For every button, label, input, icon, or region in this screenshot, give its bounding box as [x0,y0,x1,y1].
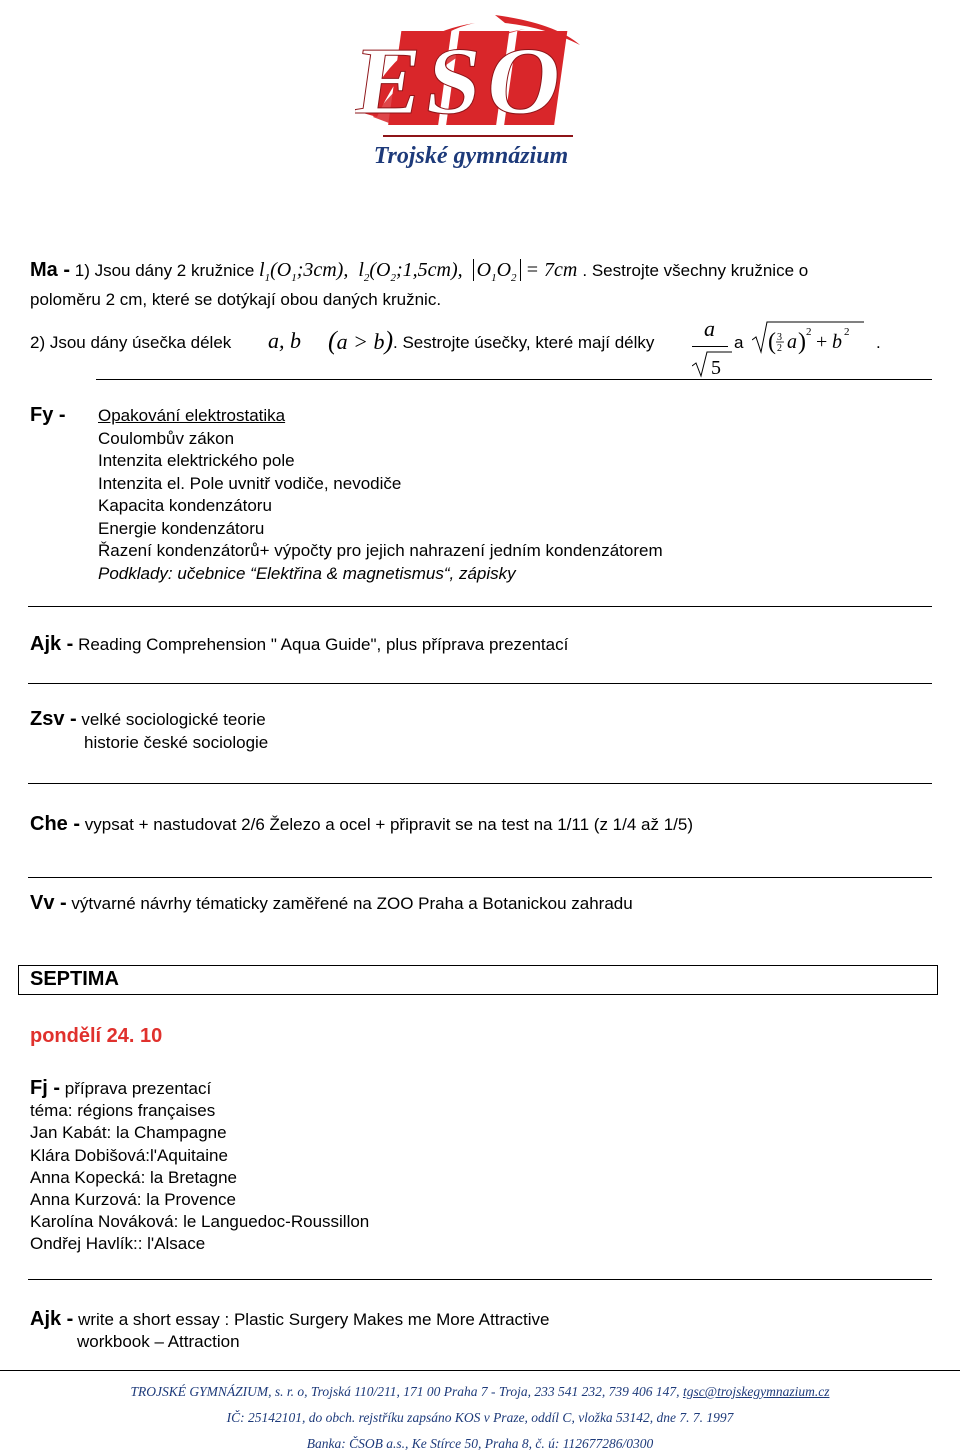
septima-title: SEPTIMA [30,968,119,990]
ajk2-line1: write a short essay : Plastic Surgery Makes me More Attractive [78,1310,550,1329]
svg-text:ESO [355,27,575,133]
fj-label: Fj - [30,1077,60,1099]
fy-list [98,405,663,585]
footer-line1 [0,1384,960,1400]
svg-text:2: 2 [777,343,782,354]
fj-line: téma: régions françaises [30,1101,216,1121]
divider [28,877,932,878]
svg-text:2: 2 [844,326,850,338]
fy-item: Intenzita el. Pole uvnitř vodiče, nevodiče [98,473,402,493]
svg-text:5: 5 [711,357,721,378]
ajk-label: Ajk - [30,633,74,655]
ma-fraction-formula: a 5 [690,318,730,378]
footer-rule [0,1370,960,1371]
vv-label: Vv - [30,892,67,914]
ma-task2-rest: . Sestrojte úsečky, které mají délky [393,333,655,352]
ajk2-section [30,1308,550,1331]
fy-note: Podklady: učebnice “Elektřina & magnetismus“, zápisky [98,563,516,583]
date-heading: pondělí 24. 10 [30,1025,163,1047]
che-section [30,813,693,836]
ajk2-line2: workbook – Attraction [77,1332,240,1351]
ma-task1-intro: 1) Jsou dány 2 kružnice [74,261,255,280]
fy-item: Opakování elektrostatika [98,406,286,425]
logo-subtitle: Trojské gymnázium [373,143,569,169]
ma-task2-dot: . [876,333,881,352]
ma-task2-intro: 2) Jsou dány úsečka délek [30,333,232,352]
ma-task2-and: a [734,333,744,352]
zsv-line1: velké sociologické teorie [81,710,266,729]
divider [28,683,932,684]
ma-task1-rest: . Sestrojte všechny kružnice o [582,261,809,280]
fj-section [30,1077,369,1256]
zsv-section [30,708,266,731]
fj-line: Klára Dobišová:l'Aquitaine [30,1145,228,1165]
divider [28,606,932,607]
logo-letters: ESO [355,27,575,134]
fj-line: Jan Kabát: la Champagne [30,1123,227,1143]
fj-line: Karolína Nováková: le Languedoc-Roussillon [30,1212,370,1232]
zsv-label: Zsv - [30,708,77,730]
fj-line: Anna Kopecká: la Bretagne [30,1167,237,1187]
svg-text:(: ( [768,329,776,355]
footer-address: TROJSKÉ GYMNÁZIUM, s. r. o, Trojská 110/211, 171 00 Praha 7 - Troja, 233 541 232, 739 406 147, [130,1384,683,1399]
ma-task2-vars: a, b [268,328,301,353]
footer-line2: IČ: 25142101, do obch. rejstříku zapsáno KOS v Praze, oddíl C, vložka 53142, dne 7. 7. 1997 [226,1410,734,1425]
fy-item: Řazení kondenzátorů+ výpočty pro jejich nahrazení jedním kondenzátorem [98,541,663,560]
ma-task1-formula: $l_1(O_1;3cm)$, $l_2(O_2;1,5cm)$, $O_1O_2 = 7cm$ [259,259,583,284]
fy-item: Kapacita kondenzátoru [98,496,272,515]
ma-task2-condition: (a > b) [328,326,394,355]
footer-line3: Banka: ČSOB a.s., Ke Stírce 50, Praha 8, č. ú: 112677286/0300 [306,1436,654,1451]
che-text: vypsat + nastudovat 2/6 Železo a ocel + připravit se na test na 1/11 (z 1/4 až 1/5) [84,815,693,834]
zsv-line2: historie české sociologie [84,733,269,752]
svg-text:Trojské gymnázium [374,143,568,169]
fj-first: příprava prezentací [64,1079,212,1098]
svg-text:2: 2 [806,326,812,338]
ajk2-label: Ajk - [30,1308,74,1330]
ma-label: Ma - [30,259,70,281]
svg-text:b: b [832,331,842,353]
footer-email-link[interactable]: tgsc@trojskegymnazium.cz [682,1384,830,1399]
svg-text:3: 3 [777,332,782,343]
che-label: Che - [30,813,80,835]
fy-item: Intenzita elektrického pole [98,451,295,470]
ma-line1 [30,259,808,289]
school-logo [355,5,585,175]
fy-label: Fy - [30,404,66,426]
divider [28,1279,932,1280]
fy-item: Coulombův zákon [98,428,235,448]
vv-text: výtvarné návrhy tématicky zaměřené na ZOO Praha a Botanickou zahradu [71,894,633,913]
ma-line2: poloměru 2 cm, které se dotýkají obou daných kružnic. [30,290,442,309]
eso-logo-graphic [355,5,585,175]
ajk-section [30,633,568,656]
ma-sqrt-formula [752,318,872,358]
divider [96,379,932,380]
svg-text:a: a [787,331,797,353]
fj-line: Ondřej Havlík:: l'Alsace [30,1234,206,1254]
fj-line: Anna Kurzová: la Provence [30,1190,237,1210]
svg-text:): ) [798,329,806,355]
vv-section [30,892,633,915]
divider [28,783,932,784]
fy-item: Energie kondenzátoru [98,518,265,538]
septima-box [18,965,938,995]
ajk-text: Reading Comprehension " Aqua Guide", plus příprava prezentací [78,635,569,654]
svg-text:+: + [816,331,828,353]
